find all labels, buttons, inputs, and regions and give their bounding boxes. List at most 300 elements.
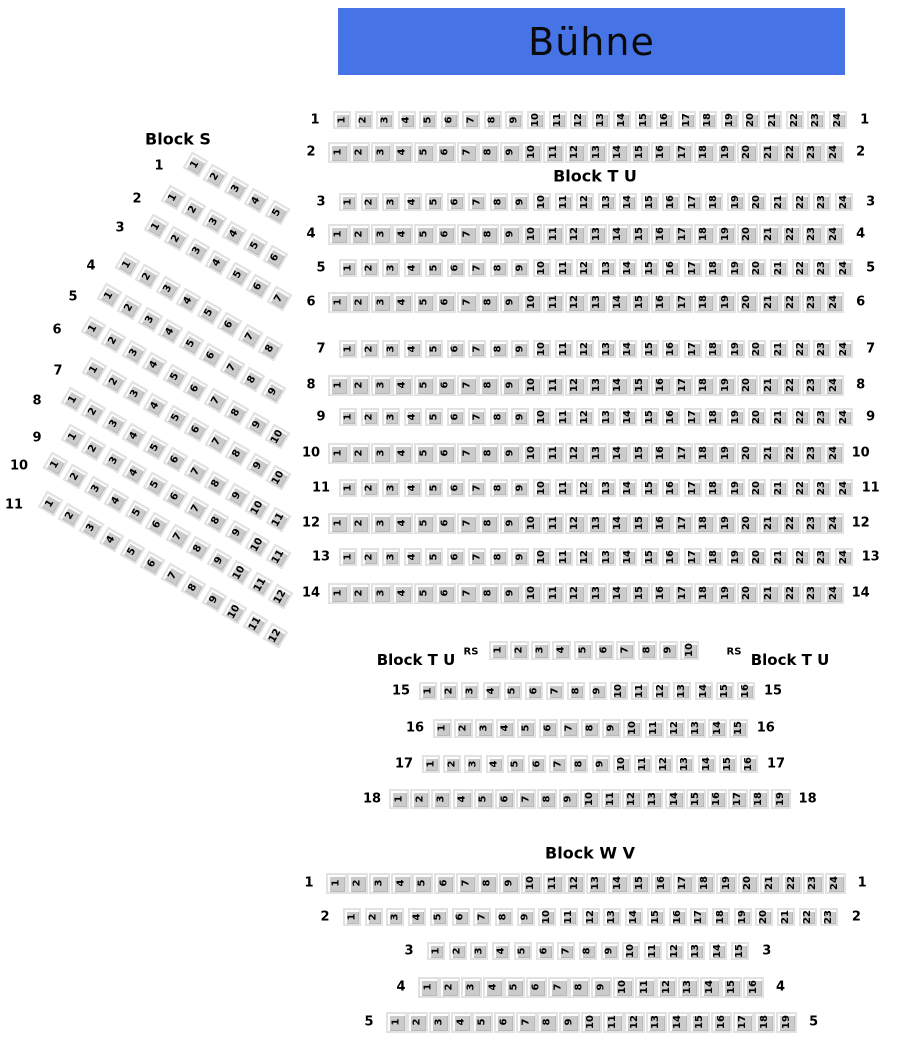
seat[interactable] (226, 178, 246, 198)
seat[interactable] (496, 1014, 513, 1031)
seat[interactable] (341, 410, 355, 424)
seat[interactable] (373, 377, 390, 394)
seat[interactable] (449, 261, 463, 275)
seat[interactable] (581, 944, 595, 958)
seat[interactable] (583, 721, 598, 736)
seat[interactable] (658, 979, 675, 996)
seat[interactable] (330, 585, 347, 602)
seat[interactable] (363, 342, 377, 356)
seat[interactable] (125, 383, 145, 403)
seat[interactable] (584, 910, 598, 924)
seat[interactable] (615, 979, 632, 996)
seat[interactable] (269, 288, 289, 308)
seat[interactable] (436, 875, 453, 892)
seat[interactable] (729, 195, 743, 209)
seat[interactable] (142, 553, 162, 573)
seat[interactable] (576, 643, 591, 658)
seat[interactable] (610, 294, 627, 311)
seat[interactable] (384, 195, 398, 209)
seat[interactable] (625, 721, 640, 736)
seat[interactable] (686, 342, 700, 356)
seat[interactable] (224, 223, 244, 243)
seat[interactable] (455, 791, 471, 807)
seat[interactable] (201, 345, 221, 365)
seat[interactable] (431, 1014, 448, 1031)
seat[interactable] (480, 585, 497, 602)
seat[interactable] (594, 757, 608, 771)
seat[interactable] (671, 910, 685, 924)
seat[interactable] (513, 410, 527, 424)
seat[interactable] (571, 979, 588, 996)
seat[interactable] (86, 478, 106, 498)
seat[interactable] (825, 585, 842, 602)
seat[interactable] (717, 585, 734, 602)
seat[interactable] (578, 410, 592, 424)
seat[interactable] (745, 979, 762, 996)
seat[interactable] (815, 342, 829, 356)
seat[interactable] (367, 910, 381, 924)
seat[interactable] (124, 425, 144, 445)
seat[interactable] (530, 757, 544, 771)
seat[interactable] (459, 515, 476, 532)
seat[interactable] (794, 195, 808, 209)
seat[interactable] (631, 377, 648, 394)
seat[interactable] (470, 342, 484, 356)
seat[interactable] (449, 410, 463, 424)
seat[interactable] (707, 261, 721, 275)
seat[interactable] (621, 261, 635, 275)
seat[interactable] (513, 261, 527, 275)
seat[interactable] (631, 226, 648, 243)
seat[interactable] (488, 757, 502, 771)
seat[interactable] (437, 294, 454, 311)
seat[interactable] (363, 195, 377, 209)
seat[interactable] (713, 1014, 730, 1031)
seat[interactable] (178, 290, 198, 310)
seat[interactable] (416, 144, 433, 161)
seat[interactable] (588, 875, 605, 892)
seat[interactable] (686, 195, 700, 209)
seat[interactable] (330, 377, 347, 394)
seat[interactable] (480, 144, 497, 161)
seat[interactable] (636, 757, 650, 771)
seat[interactable] (653, 515, 670, 532)
seat[interactable] (688, 791, 704, 807)
seat[interactable] (523, 585, 540, 602)
seat[interactable] (206, 473, 226, 493)
seat[interactable] (804, 226, 821, 243)
seat[interactable] (610, 445, 627, 462)
seat[interactable] (782, 515, 799, 532)
seat[interactable] (702, 979, 719, 996)
seat[interactable] (480, 226, 497, 243)
seat[interactable] (647, 721, 662, 736)
seat[interactable] (739, 515, 756, 532)
seat[interactable] (772, 550, 786, 564)
seat[interactable] (535, 481, 549, 495)
seat[interactable] (675, 684, 689, 698)
seat[interactable] (507, 113, 521, 127)
seat[interactable] (480, 515, 497, 532)
seat[interactable] (427, 342, 441, 356)
seat[interactable] (416, 445, 433, 462)
seat[interactable] (459, 226, 476, 243)
seat[interactable] (363, 481, 377, 495)
seat[interactable] (470, 550, 484, 564)
seat[interactable] (535, 410, 549, 424)
seat[interactable] (730, 791, 746, 807)
seat[interactable] (528, 979, 545, 996)
seat[interactable] (509, 757, 523, 771)
seat[interactable] (330, 445, 347, 462)
seat[interactable] (165, 366, 185, 386)
seat[interactable] (394, 445, 411, 462)
seat[interactable] (717, 515, 734, 532)
seat[interactable] (583, 1014, 600, 1031)
seat[interactable] (433, 791, 449, 807)
seat[interactable] (707, 410, 721, 424)
seat[interactable] (540, 910, 554, 924)
seat[interactable] (827, 875, 844, 892)
seat[interactable] (166, 228, 186, 248)
seat[interactable] (186, 461, 206, 481)
seat[interactable] (615, 757, 629, 771)
seat[interactable] (707, 195, 721, 209)
seat[interactable] (188, 538, 208, 558)
seat[interactable] (205, 166, 225, 186)
seat[interactable] (772, 261, 786, 275)
seat[interactable] (739, 684, 753, 698)
seat[interactable] (804, 515, 821, 532)
seat[interactable] (717, 377, 734, 394)
seat[interactable] (567, 445, 584, 462)
seat[interactable] (572, 757, 586, 771)
seat[interactable] (117, 254, 137, 274)
seat[interactable] (600, 481, 614, 495)
seat[interactable] (751, 791, 767, 807)
seat[interactable] (363, 550, 377, 564)
seat[interactable] (394, 144, 411, 161)
seat[interactable] (158, 278, 178, 298)
seat[interactable] (406, 550, 420, 564)
seat[interactable] (186, 419, 206, 439)
seat[interactable] (357, 113, 371, 127)
seat[interactable] (427, 410, 441, 424)
seat[interactable] (804, 377, 821, 394)
seat[interactable] (106, 490, 126, 510)
seat[interactable] (739, 377, 756, 394)
seat[interactable] (610, 875, 627, 892)
seat[interactable] (594, 113, 608, 127)
seat[interactable] (207, 431, 227, 451)
seat[interactable] (424, 757, 438, 771)
seat[interactable] (782, 226, 799, 243)
seat[interactable] (394, 515, 411, 532)
seat[interactable] (181, 333, 201, 353)
seat[interactable] (554, 643, 569, 658)
seat[interactable] (674, 144, 691, 161)
seat[interactable] (502, 144, 519, 161)
seat[interactable] (437, 226, 454, 243)
seat[interactable] (475, 910, 489, 924)
seat[interactable] (459, 294, 476, 311)
seat[interactable] (545, 144, 562, 161)
seat[interactable] (739, 585, 756, 602)
seat[interactable] (263, 381, 283, 401)
seat[interactable] (815, 261, 829, 275)
seat[interactable] (99, 285, 119, 305)
seat[interactable] (373, 226, 390, 243)
seat[interactable] (794, 481, 808, 495)
seat[interactable] (621, 481, 635, 495)
seat[interactable] (345, 910, 359, 924)
seat[interactable] (523, 875, 540, 892)
seat[interactable] (761, 226, 778, 243)
seat[interactable] (127, 502, 147, 522)
seat[interactable] (373, 585, 390, 602)
seat[interactable] (804, 585, 821, 602)
seat[interactable] (689, 721, 704, 736)
seat[interactable] (825, 294, 842, 311)
seat[interactable] (637, 113, 651, 127)
seat[interactable] (588, 226, 605, 243)
seat[interactable] (717, 144, 734, 161)
seat[interactable] (804, 144, 821, 161)
seat[interactable] (761, 585, 778, 602)
seat[interactable] (773, 791, 789, 807)
seat[interactable] (825, 144, 842, 161)
seat[interactable] (761, 445, 778, 462)
seat[interactable] (700, 757, 714, 771)
seat[interactable] (588, 445, 605, 462)
seat[interactable] (782, 377, 799, 394)
seat[interactable] (416, 294, 433, 311)
seat[interactable] (735, 1014, 752, 1031)
seat[interactable] (837, 261, 851, 275)
seat[interactable] (562, 910, 576, 924)
seat[interactable] (567, 515, 584, 532)
seat[interactable] (535, 261, 549, 275)
seat[interactable] (394, 226, 411, 243)
seat[interactable] (459, 144, 476, 161)
seat[interactable] (535, 195, 549, 209)
seat[interactable] (744, 113, 758, 127)
seat[interactable] (597, 643, 612, 658)
seat[interactable] (523, 144, 540, 161)
seat[interactable] (572, 113, 586, 127)
seat[interactable] (750, 195, 764, 209)
seat[interactable] (779, 910, 793, 924)
seat[interactable] (588, 294, 605, 311)
seat[interactable] (437, 377, 454, 394)
seat[interactable] (539, 791, 555, 807)
seat[interactable] (470, 261, 484, 275)
seat[interactable] (60, 505, 80, 525)
seat[interactable] (166, 407, 186, 427)
seat[interactable] (513, 550, 527, 564)
seat[interactable] (612, 684, 626, 698)
seat[interactable] (476, 791, 492, 807)
seat[interactable] (723, 113, 737, 127)
seat[interactable] (670, 1014, 687, 1031)
seat[interactable] (545, 515, 562, 532)
seat[interactable] (668, 721, 683, 736)
seat[interactable] (443, 113, 457, 127)
seat[interactable] (119, 297, 139, 317)
seat[interactable] (432, 910, 446, 924)
seat[interactable] (224, 601, 244, 621)
seat[interactable] (604, 721, 619, 736)
seat[interactable] (646, 944, 660, 958)
seat[interactable] (621, 550, 635, 564)
seat[interactable] (529, 113, 543, 127)
seat[interactable] (268, 509, 288, 529)
seat[interactable] (566, 875, 583, 892)
seat[interactable] (84, 359, 104, 379)
seat[interactable] (480, 377, 497, 394)
seat[interactable] (696, 377, 713, 394)
seat[interactable] (270, 586, 290, 606)
seat[interactable] (653, 445, 670, 462)
seat[interactable] (837, 195, 851, 209)
seat[interactable] (209, 550, 229, 570)
seat[interactable] (788, 113, 802, 127)
seat[interactable] (794, 261, 808, 275)
seat[interactable] (624, 791, 640, 807)
seat[interactable] (535, 550, 549, 564)
seat[interactable] (145, 437, 165, 457)
seat[interactable] (437, 445, 454, 462)
seat[interactable] (631, 875, 648, 892)
seat[interactable] (101, 529, 121, 549)
seat[interactable] (341, 342, 355, 356)
seat[interactable] (567, 226, 584, 243)
seat[interactable] (441, 979, 458, 996)
seat[interactable] (247, 534, 267, 554)
seat[interactable] (492, 410, 506, 424)
seat[interactable] (640, 643, 655, 658)
seat[interactable] (351, 294, 368, 311)
seat[interactable] (260, 338, 280, 358)
seat[interactable] (378, 113, 392, 127)
seat[interactable] (228, 264, 248, 284)
seat[interactable] (371, 875, 388, 892)
seat[interactable] (541, 721, 556, 736)
seat[interactable] (761, 515, 778, 532)
seat[interactable] (185, 154, 205, 174)
seat[interactable] (40, 493, 60, 513)
seat[interactable] (145, 474, 165, 494)
seat[interactable] (533, 643, 548, 658)
seat[interactable] (696, 226, 713, 243)
seat[interactable] (588, 585, 605, 602)
seat[interactable] (416, 377, 433, 394)
seat[interactable] (689, 944, 703, 958)
seat[interactable] (516, 944, 530, 958)
seat[interactable] (186, 498, 206, 518)
seat[interactable] (801, 910, 815, 924)
seat[interactable] (717, 226, 734, 243)
seat[interactable] (631, 144, 648, 161)
seat[interactable] (567, 294, 584, 311)
seat[interactable] (187, 240, 207, 260)
seat[interactable] (427, 261, 441, 275)
seat[interactable] (674, 377, 691, 394)
seat[interactable] (815, 481, 829, 495)
seat[interactable] (492, 550, 506, 564)
seat[interactable] (330, 144, 347, 161)
seat[interactable] (718, 684, 732, 698)
seat[interactable] (696, 144, 713, 161)
seat[interactable] (545, 294, 562, 311)
seat[interactable] (653, 144, 670, 161)
seat[interactable] (837, 410, 851, 424)
seat[interactable] (837, 481, 851, 495)
seat[interactable] (491, 643, 506, 658)
seat[interactable] (674, 226, 691, 243)
seat[interactable] (449, 342, 463, 356)
seat[interactable] (750, 342, 764, 356)
seat[interactable] (782, 585, 799, 602)
seat[interactable] (643, 195, 657, 209)
seat[interactable] (535, 342, 549, 356)
seat[interactable] (104, 371, 124, 391)
seat[interactable] (265, 625, 285, 645)
seat[interactable] (600, 261, 614, 275)
seat[interactable] (341, 481, 355, 495)
seat[interactable] (686, 410, 700, 424)
seat[interactable] (247, 414, 267, 434)
seat[interactable] (165, 486, 185, 506)
seat[interactable] (750, 261, 764, 275)
seat[interactable] (578, 481, 592, 495)
seat[interactable] (206, 390, 226, 410)
seat[interactable] (229, 562, 249, 582)
seat[interactable] (654, 684, 668, 698)
seat[interactable] (523, 294, 540, 311)
seat[interactable] (351, 585, 368, 602)
seat[interactable] (711, 944, 725, 958)
seat[interactable] (527, 684, 541, 698)
seat[interactable] (637, 979, 654, 996)
seat[interactable] (697, 684, 711, 698)
seat[interactable] (391, 791, 407, 807)
seat[interactable] (497, 910, 511, 924)
seat[interactable] (815, 410, 829, 424)
seat[interactable] (717, 445, 734, 462)
seat[interactable] (183, 577, 203, 597)
seat[interactable] (837, 550, 851, 564)
seat[interactable] (545, 377, 562, 394)
seat[interactable] (750, 550, 764, 564)
seat[interactable] (610, 377, 627, 394)
seat[interactable] (103, 330, 123, 350)
seat[interactable] (519, 910, 533, 924)
seat[interactable] (605, 1014, 622, 1031)
seat[interactable] (124, 462, 144, 482)
seat[interactable] (477, 721, 492, 736)
seat[interactable] (653, 226, 670, 243)
seat[interactable] (219, 314, 239, 334)
seat[interactable] (696, 585, 713, 602)
seat[interactable] (199, 302, 219, 322)
seat[interactable] (559, 944, 573, 958)
seat[interactable] (729, 481, 743, 495)
seat[interactable] (506, 979, 523, 996)
seat[interactable] (330, 294, 347, 311)
seat[interactable] (718, 875, 735, 892)
seat[interactable] (492, 481, 506, 495)
